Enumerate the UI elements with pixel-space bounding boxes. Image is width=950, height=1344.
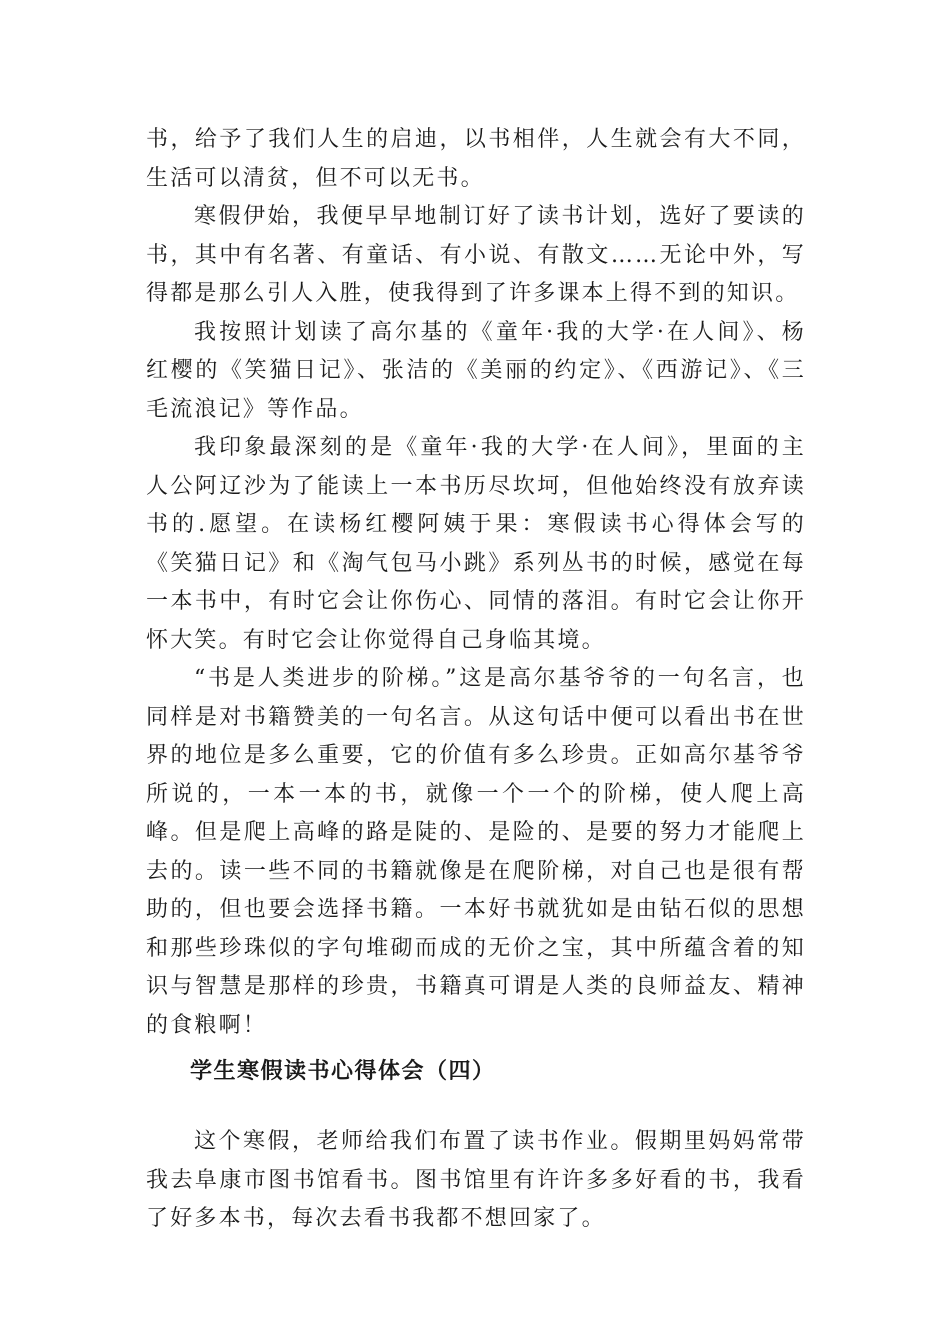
section-heading: 学生寒假读书心得体会（四） <box>190 1059 496 1084</box>
paragraph-winter-homework: 这个寒假，老师给我们布置了读书作业。假期里妈妈常带我去阜康市图书馆看书。图书馆里有许许多多好看的书，我看了好多本书，每次去看书我都不想回家了。 <box>146 1129 806 1231</box>
paragraph-gorky-quote: “书是人类进步的阶梯。”这是高尔基爷爷的一句名言，也同样是对书籍赞美的一句名言。从这句话中便可以看出书在世界的地位是多么重要，它的价值有多么珍贵。正如高尔基爷爷所说的，一本一本的书，就像一个一个的阶梯，使人爬上高峰。但是爬上高峰的路是陡的、是险的、是要的努力才能爬上去的。读一些不同的书籍就像是在爬阶梯，对自己也是很有帮助的，但也要会选择书籍。一本好书就犹如是由钻石似的思想和那些珍珠似的字句堆砌而成的无价之宝，其中所蕴含着的知识与智慧是那样的珍贵，书籍真可谓是人类的良师益友、精神的食粮啊！ <box>146 666 806 1038</box>
document-body <box>146 121 806 1239</box>
paragraph-continuation: 书，给予了我们人生的启迪，以书相伴，人生就会有大不同，生活可以清贫，但不可以无书。 <box>146 127 806 191</box>
paragraph-reading-plan: 寒假伊始，我便早早地制订好了读书计划，选好了要读的书，其中有名著、有童话、有小说、有散文……无论中外，写得都是那么引人入胜，使我得到了许多课本上得不到的知识。 <box>146 204 806 306</box>
paragraph-deepest-impression: 我印象最深刻的是《童年·我的大学·在人间》，里面的主人公阿辽沙为了能读上一本书历尽坎坷，但他始终没有放弃读书的.愿望。在读杨红樱阿姨于果：寒假读书心得体会写的《笑猫日记》和《淘气包马小跳》系列丛书的时候，感觉在每一本书中，有时它会让你伤心、同情的落泪。有时它会让你开怀大笑。有时它会让你觉得自己身临其境。 <box>146 435 806 653</box>
paragraph-books-read: 我按照计划读了高尔基的《童年·我的大学·在人间》、杨红樱的《笑猫日记》、张洁的《美丽的约定》、《西游记》、《三毛流浪记》等作品。 <box>146 319 806 422</box>
